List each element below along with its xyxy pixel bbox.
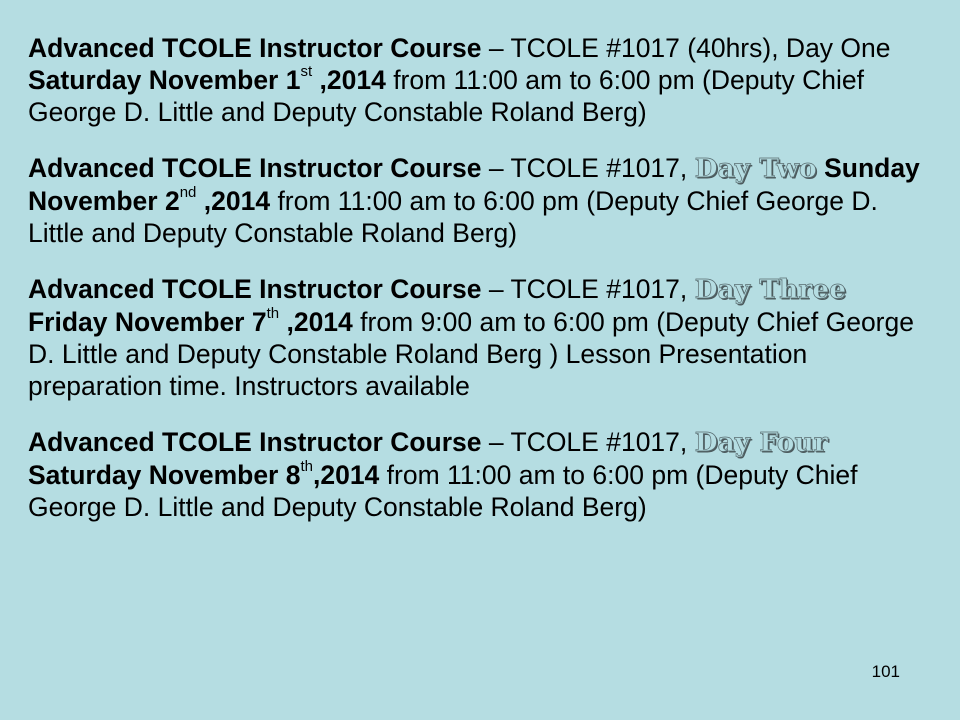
day-label: Day Three [694, 274, 847, 305]
schedule-entry-day-three [28, 273, 928, 402]
session-details: from 11:00 am to 6:00 pm (Deputy Chief George D. Little and Deputy Constable Roland Berg) [28, 460, 858, 522]
session-year: ,2014 [312, 65, 386, 95]
day-label: Day Four [694, 427, 828, 458]
course-info: – TCOLE #1017, [481, 427, 695, 457]
session-year: ,2014 [279, 307, 353, 337]
course-title: Advanced TCOLE Instructor Course [28, 427, 482, 457]
session-year: ,2014 [312, 460, 380, 490]
session-details: from 11:00 am to 6:00 pm (Deputy Chief George D. Little and Deputy Constable Roland Berg) [28, 65, 865, 127]
schedule-entry-day-two [28, 152, 928, 249]
session-date: Saturday November 1 [28, 65, 301, 95]
session-details: from 9:00 am to 6:00 pm (Deputy Chief George D. Little and Deputy Constable Roland Berg ) Lesson Presentation preparation time. Instructors available [28, 307, 914, 401]
course-title: Advanced TCOLE Instructor Course [28, 274, 482, 304]
session-date: Friday November 7 [28, 307, 267, 337]
session-date: Sunday November 2 [28, 153, 920, 216]
date-suffix: nd [179, 184, 197, 202]
course-info: – TCOLE #1017, [481, 274, 695, 304]
session-year: ,2014 [196, 186, 271, 216]
course-title: Advanced TCOLE Instructor Course [28, 33, 482, 63]
date-suffix: th [300, 458, 313, 476]
session-details: from 11:00 am to 6:00 pm (Deputy Chief George D. Little and Deputy Constable Roland Berg) [28, 186, 878, 248]
schedule-entry-day-four [28, 426, 928, 523]
course-info: – TCOLE #1017 (40hrs), Day One [481, 33, 891, 63]
day-label: Day Two [694, 153, 817, 184]
date-suffix: st [300, 63, 313, 81]
course-info: – TCOLE #1017, [481, 153, 695, 183]
session-date: Saturday November 8 [28, 460, 301, 490]
schedule-entry-day-one [28, 32, 928, 128]
course-title: Advanced TCOLE Instructor Course [28, 153, 482, 183]
date-suffix: th [266, 305, 280, 323]
page-number: 101 [871, 662, 900, 681]
schedule-slide [28, 32, 928, 523]
